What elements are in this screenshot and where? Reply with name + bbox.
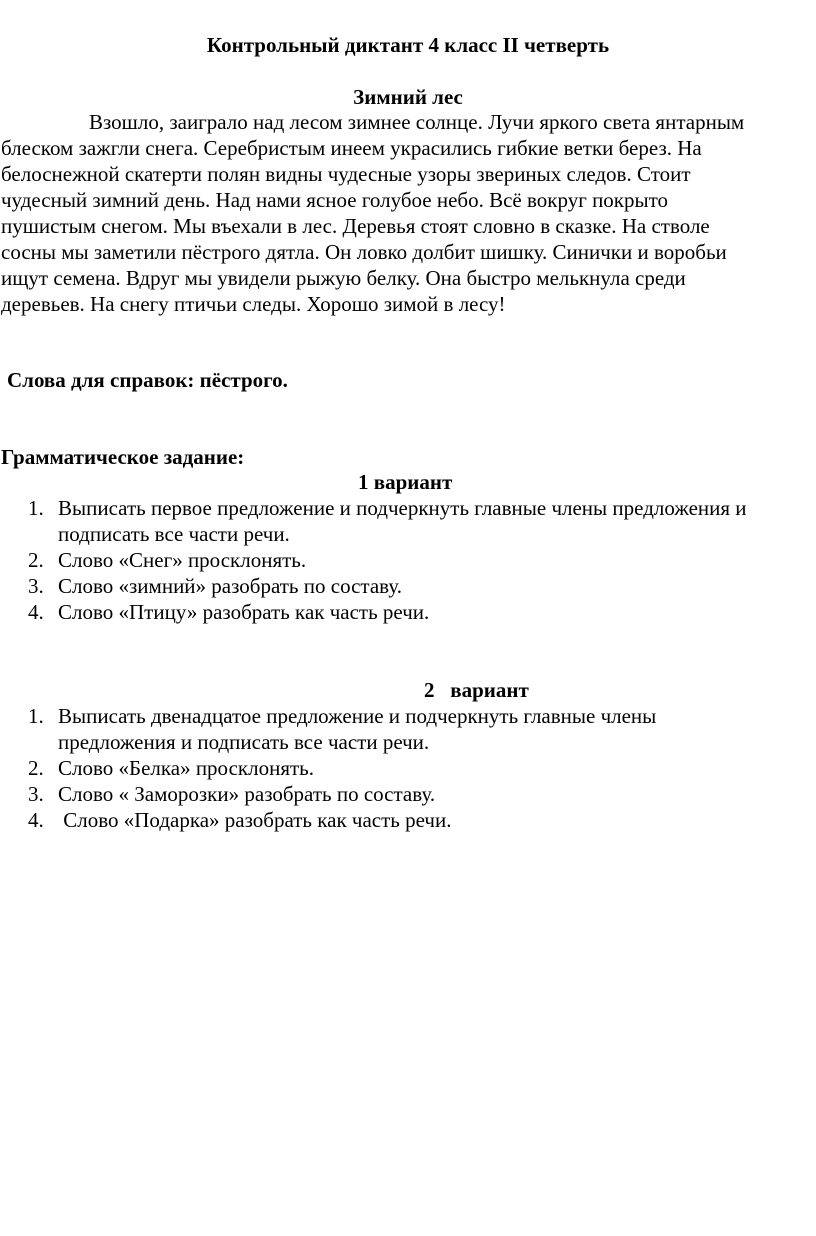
list-item-number: 1. <box>28 704 44 728</box>
variant-2-task-list <box>28 703 808 833</box>
document-title: Контрольный диктант 4 класс II четверть <box>206 33 610 57</box>
list-item-text: Слово «Снег» просклонять. <box>58 548 307 572</box>
list-item <box>28 781 808 807</box>
text-line: чудесный зимний день. Над нами ясное голубое небо. Всё вокруг покрыто <box>1 188 669 212</box>
text-line: сосны мы заметили пёстрого дятла. Он ловко долбит шишку. Синички и воробьи <box>1 240 727 264</box>
list-item <box>28 755 808 781</box>
list-item <box>28 807 808 833</box>
list-item-number: 4. <box>28 600 44 624</box>
list-item-text: Слово « Заморозки» разобрать по составу. <box>58 782 436 806</box>
list-item <box>28 599 808 625</box>
list-item-text: Слово «Птицу» разобрать как часть речи. <box>58 600 430 624</box>
text-line: деревьев. На снегу птичьи следы. Хорошо зимой в лесу! <box>1 292 506 316</box>
list-item-text: Выписать первое предложение и подчеркнуть главные члены предложения и <box>58 496 747 520</box>
list-item-number: 4. <box>28 808 44 832</box>
list-item-text: предложения и подписать все части речи. <box>58 730 430 754</box>
list-item-number: 2. <box>28 548 44 572</box>
list-item-text: Слово «Белка» просклонять. <box>58 756 314 780</box>
text-line: Взошло, заиграло над лесом зимнее солнце. Лучи яркого света янтарным <box>89 110 745 134</box>
reference-words: Слова для справок: пёстрого. <box>7 368 288 392</box>
list-item <box>28 547 808 573</box>
text-line: ищут семена. Вдруг мы увидели рыжую белку. Она быстро мелькнула среди <box>1 266 686 290</box>
list-item <box>28 573 808 599</box>
variant-1-task-list <box>28 495 808 625</box>
list-item-text: Выписать двенадцатое предложение и подчеркнуть главные члены <box>58 704 657 728</box>
list-item-text: Слово «зимний» разобрать по составу. <box>58 574 403 598</box>
text-line: пушистым снегом. Мы въехали в лес. Деревья стоят словно в сказке. На стволе <box>1 214 710 238</box>
text-line: блеском зажгли снега. Серебристым инеем украсились гибкие ветки берез. На <box>1 136 702 160</box>
grammar-heading: Грамматическое задание: <box>1 445 245 469</box>
dictation-text <box>1 109 801 317</box>
variant-1-heading: 1 вариант <box>358 470 453 494</box>
text-line: белоснежной скатерти полян видны чудесные узоры звериных следов. Стоит <box>1 162 691 186</box>
list-item <box>28 703 808 755</box>
list-item-number: 2. <box>28 756 44 780</box>
variant-2-heading: 2 вариант <box>424 678 529 702</box>
list-item-number: 3. <box>28 574 44 598</box>
dictation-title: Зимний лес <box>353 85 463 109</box>
list-item-number: 3. <box>28 782 44 806</box>
list-item-text: Слово «Подарка» разобрать как часть речи. <box>58 808 452 832</box>
list-item-text: подписать все части речи. <box>58 522 290 546</box>
list-item <box>28 495 808 547</box>
list-item-number: 1. <box>28 496 44 520</box>
